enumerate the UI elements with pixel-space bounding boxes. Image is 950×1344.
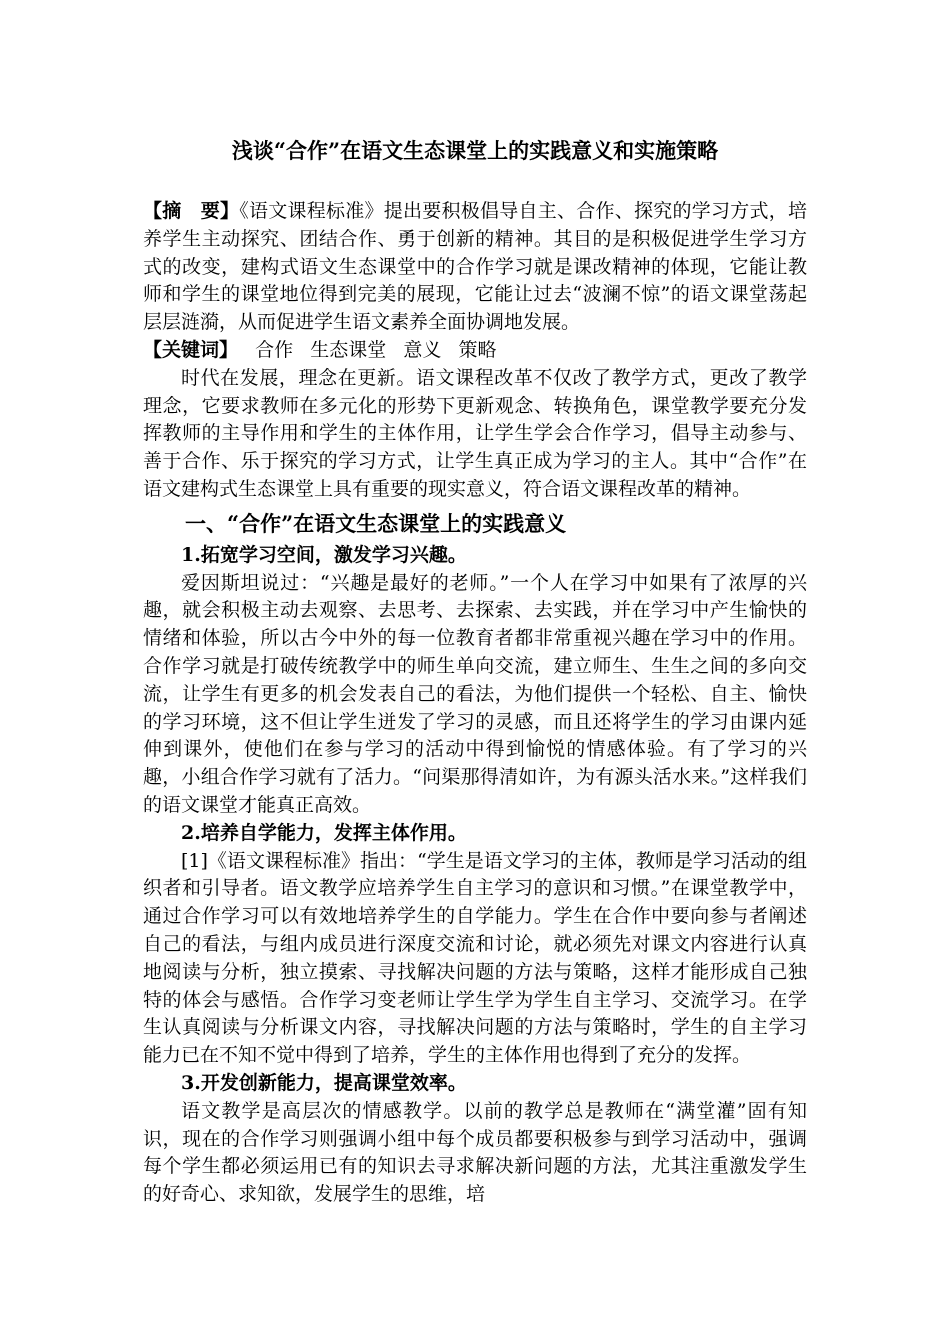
subsection-heading: 2.培养自学能力，发挥主体作用。 xyxy=(181,821,467,844)
keyword-item: 策略 xyxy=(458,338,497,361)
body-paragraph: [1]《语文课程标准》指出：“学生是语文学习的主体，教师是学习活动的组织者和引导者。语文教学应培养学生自主学习的意识和习惯。”在课堂教学中，通过合作学习可以有效地培养学生的自学能力。学生在合作中要向参与者阐述自己的看法，与组内成员进行深度交流和讨论，就必须先对课文内容进行认真地阅读与分析，独立摸索、寻找解决问题的方法与策略，这样才能形成自己独特的体会与感悟。合作学习变老师让学生学为学生自主学习、交流学习。在学生认真阅读与分析课文内容，寻找解决问题的方法与策略时，学生的自主学习能力已在不知不觉中得到了培养，学生的主体作用也得到了充分的发挥。 xyxy=(143,849,807,1067)
keywords-line xyxy=(143,337,807,365)
body-paragraph: 语文教学是高层次的情感教学。以前的教学总是教师在“满堂灌”固有知识，现在的合作学习则强调小组中每个成员都要积极参与到学习活动中，强调每个学生都必须运用已有的知识去寻求解决新问题的方法，尤其注重激发学生的好奇心、求知欲，发展学生的思维，培 xyxy=(143,1099,807,1206)
abstract-paragraph xyxy=(143,198,807,337)
subsection-heading: 1.拓宽学习空间，激发学习兴趣。 xyxy=(181,543,467,566)
abstract-label: 【摘 要】 xyxy=(143,200,240,222)
keyword-item: 合作 xyxy=(255,338,294,361)
subsection-heading: 3.开发创新能力，提高课堂效率。 xyxy=(181,1071,467,1094)
keyword-item: 意义 xyxy=(403,338,442,361)
paper-body xyxy=(143,198,807,1209)
keyword-item: 生态课堂 xyxy=(310,338,387,361)
body-paragraph: 爱因斯坦说过：“兴趣是最好的老师。”一个人在学习中如果有了浓厚的兴趣，就会积极主动去观察、去思考、去探索、去实践，并在学习中产生愉快的情绪和体验，所以古今中外的每一位教育者都非常重视兴趣在学习中的作用。合作学习就是打破传统教学中的师生单向交流，建立师生、生生之间的多向交流，让学生有更多的机会发表自己的看法，为他们提供一个轻松、自主、愉快的学习环境，这不但让学生迸发了学习的灵感，而且还将学生的学习由课内延伸到课外，使他们在参与学习的活动中得到愉悦的情感体验。有了学习的兴趣，小组合作学习就有了活力。“问渠那得清如许，为有源头活水来。”这样我们的语文课堂才能真正高效。 xyxy=(143,571,807,816)
intro-paragraph: 时代在发展，理念在更新。语文课程改革不仅改了教学方式，更改了教学理念，它要求教师在多元化的形势下更新观念、转换角色，课堂教学要充分发挥教师的主导作用和学生的主体作用，让学生学会合作学习，倡导主动参与、善于合作、乐于探究的学习方式，让学生真正成为学习的主人。其中“合作”在语文建构式生态课堂上具有重要的现实意义，符合语文课程改革的精神。 xyxy=(143,366,807,500)
paper-title: 浅谈“合作”在语文生态课堂上的实践意义和实施策略 xyxy=(231,138,719,163)
abstract-text: 《语文课程标准》提出要积极倡导自主、合作、探究的学习方式，培养学生主动探究、团结合作、勇于创新的精神。其目的是积极促进学生学习方式的改变，建构式语文生态课堂中的合作学习就是课改精神的体现，它能让教师和学生的课堂地位得到完美的展现，它能让过去“波澜不惊”的语文课堂荡起层层涟漪，从而促进学生语文素养全面协调地发展。 xyxy=(143,200,807,334)
keywords-label: 【关键词】 xyxy=(143,338,239,361)
section-heading: 一、“合作”在语文生态课堂上的实践意义 xyxy=(185,510,567,536)
